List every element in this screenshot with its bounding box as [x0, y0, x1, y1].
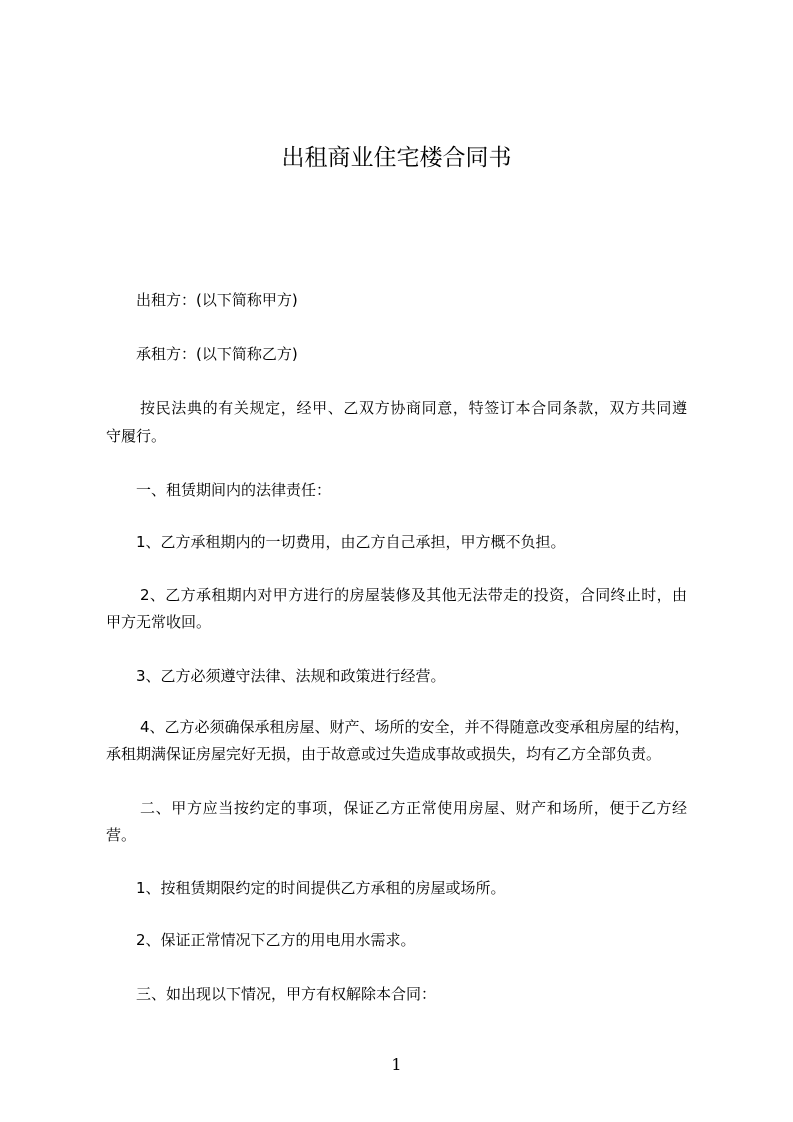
text-line: 一、租赁期间内的法律责任： [136, 481, 332, 499]
text-line: 4、乙方必须确保承租房屋、财产、场所的安全，并不得随意改变承租房屋的结构， [140, 718, 690, 736]
text-line: 营。 [106, 826, 137, 844]
text-line: 三、如出现以下情况，甲方有权解除本合同： [136, 985, 437, 1003]
text-line: 2、乙方承租期内对甲方进行的房屋装修及其他无法带走的投资，合同终止时，由 [140, 586, 687, 604]
page-number: 1 [391, 1055, 402, 1074]
text-line: 3、乙方必须遵守法律、法规和政策进行经营。 [136, 667, 446, 685]
text-line: 按民法典的有关规定，经甲、乙双方协商同意，特签订本合同条款，双方共同遵 [140, 399, 687, 417]
text-line: 承租期满保证房屋完好无损，由于故意或过失造成事故或损失，均有乙方全部负责。 [106, 745, 662, 763]
text-line: 2、保证正常情况下乙方的用电用水需求。 [136, 931, 416, 949]
text-line: 甲方无常收回。 [106, 613, 212, 631]
text-line: 1、按租赁期限约定的时间提供乙方承租的房屋或场所。 [136, 879, 506, 897]
text-line: 二、甲方应当按约定的事项，保证乙方正常使用房屋、财产和场所，便于乙方经 [140, 799, 687, 817]
text-line: 承租方：(以下简称乙方) [136, 345, 298, 363]
document-title: 出租商业住宅楼合同书 [281, 145, 512, 171]
text-line: 1、乙方承租期内的一切费用，由乙方自己承担，甲方概不负担。 [136, 533, 566, 551]
text-line: 守履行。 [106, 427, 167, 445]
text-line: 出租方：(以下简称甲方) [136, 291, 298, 309]
